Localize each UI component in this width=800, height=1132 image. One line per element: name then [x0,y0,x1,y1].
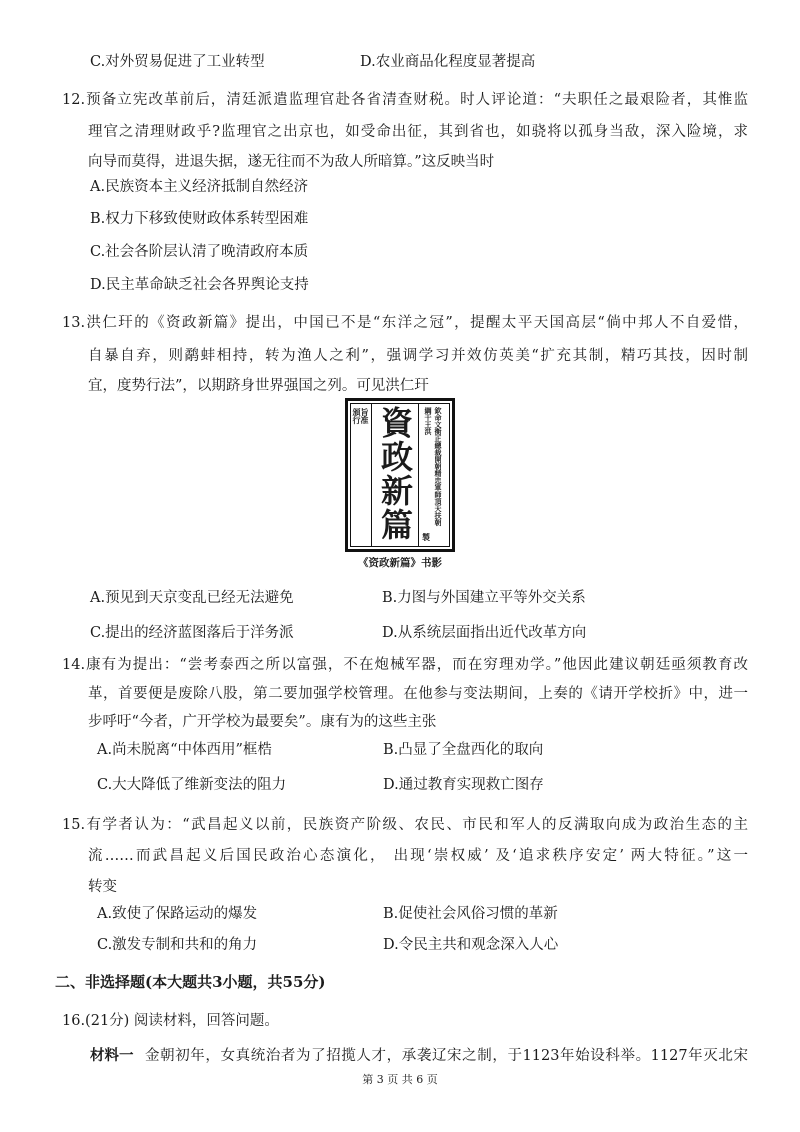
book-cover-frame [350,403,450,547]
q12-option-a: A.民族资本主义经济抵制自然经济 [90,179,309,195]
book-cover-approval-text: 旨准頒行 [352,408,370,424]
q13-option-a: A.预见到天京变乱已经无法避免 [90,590,294,606]
q13-option-c: C.提出的经济蓝图落后于洋务派 [90,625,294,641]
q15-option-c: C.激发专制和共和的角力 [97,937,258,953]
book-cover-title: 資政新篇 [376,406,414,542]
q14-stem-line-1: 14.康有为提出：“尝考泰西之所以富强，不在炮械军器，而在穷理劝学。”他因此建议朝廷亟须教育改 [62,657,748,673]
q11-option-d: D.农业商品化程度显著提高 [360,54,536,70]
q12-stem-line-1: 12.预备立宪改革前后，清廷派遣监理官赴各省清查财税。时人评论道：“夫职任之最艰险者，其惟监 [62,92,748,108]
q13-option-b: B.力图与外国建立平等外交关系 [382,590,586,606]
book-cover-figure [345,398,455,552]
q13-stem-line-3: 宜，度势行法”，以期跻身世界强国之列。可见洪仁玕 [88,378,429,394]
figure-caption: 《资政新篇》书影 [358,557,442,569]
q11-option-c: C.对外贸易促进了工业转型 [90,54,265,70]
q15-option-d: D.令民主共和观念深入人心 [383,937,559,953]
q12-stem-line-2: 理官之清理财政乎?监理官之出京也，如受命出征，其到省也，如骁将以孤身当敌，深入险境，求 [88,124,748,140]
page-number: 第 3 页 共 6 页 [362,1073,438,1086]
q15-stem-line-3: 转变 [88,879,117,895]
material-label: 材料一 [90,1047,134,1064]
q14-option-d: D.通过教育实现救亡图存 [383,777,544,793]
q16-stem: 16.(21分) 阅读材料，回答问题。 [62,1013,279,1029]
q14-option-a: A.尚未脱离“中体西用”框梏 [97,742,272,758]
book-cover-right-column [419,404,449,546]
book-cover-author-text: 欽命文衡正總裁開朝精忠軍師頂天扶朝綱干王洪 [424,407,443,526]
q15-option-b: B.促使社会风俗习惯的革新 [383,906,558,922]
section-heading: 二、非选择题(本大题共3小题，共55分) [55,973,326,991]
q15-stem-line-1: 15.有学者认为：“武昌起义以前，民族资产阶级、农民、市民和军人的反满取向成为政治生态的主 [62,817,748,833]
q12-option-d: D.民主革命缺乏社会各界舆论支持 [90,277,309,293]
q13-option-d: D.从系统层面指出近代改革方向 [382,625,587,641]
q13-stem-line-1: 13.洪仁玕的《资政新篇》提出，中国已不是“东洋之冠”，提醒太平天国高层“倘中邦人不自爱惜， [62,315,748,331]
material-text: 金朝初年，女真统治者为了招揽人才，承袭辽宋之制，于1123年始设科举。1127年灭北宋 [145,1048,748,1064]
book-cover-mark: 製 [422,532,430,542]
q14-option-c: C.大大降低了维新变法的阻力 [97,777,287,793]
q15-stem-line-2: 流……而武昌起义后国民政治心态演化， 出现‘崇权威’ 及‘追求秩序安定’ 两大特征。”这一 [88,848,748,864]
book-cover-left-column [351,404,372,546]
q14-stem-line-3: 步呼吁“今者，广开学校为最要矣”。康有为的这些主张 [88,714,437,730]
q12-option-b: B.权力下移致使财政体系转型困难 [90,211,309,227]
q14-stem-line-2: 革，首要便是废除八股，第二要加强学校管理。在他参与变法期间，上奏的《请开学校折》中，进一 [88,686,748,702]
q15-option-a: A.致使了保路运动的爆发 [97,906,258,922]
q13-stem-line-2: 自暴自弃，则鹬蚌相持，转为渔人之利”，强调学习并效仿英美“扩充其制，精巧其技，因时制 [88,348,748,364]
q14-option-b: B.凸显了全盘西化的取向 [383,742,544,758]
q12-stem-line-3: 向导而莫得，进退失据，遂无往而不为敌人所暗算。”这反映当时 [88,154,495,170]
q12-option-c: C.社会各阶层认清了晚清政府本质 [90,244,309,260]
book-cover-title-column [372,404,419,546]
